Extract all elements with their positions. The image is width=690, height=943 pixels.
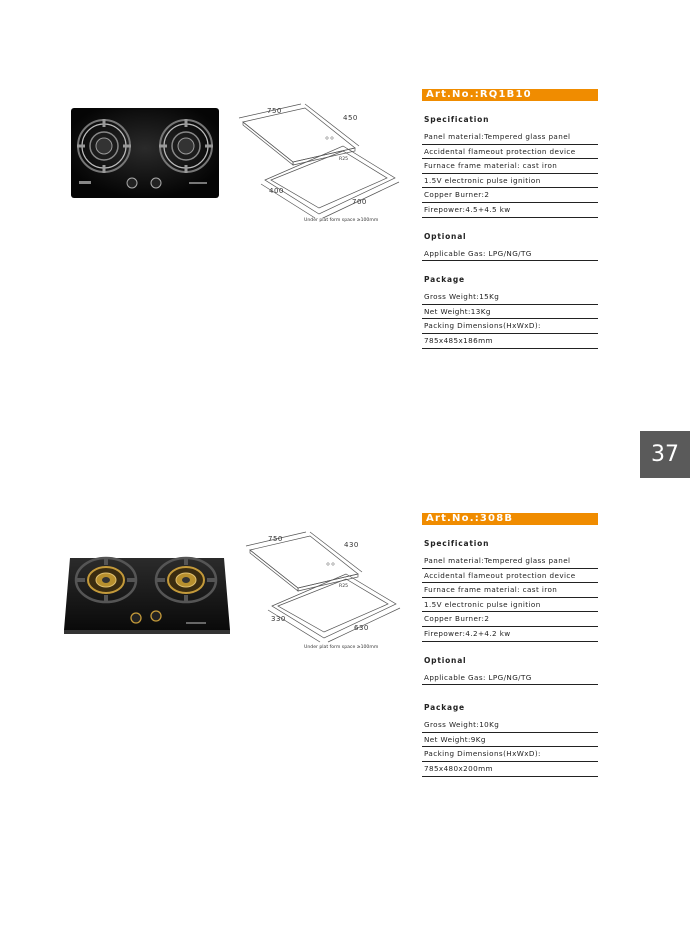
spec-row: 1.5V electronic pulse ignition	[422, 174, 598, 189]
dim-cut-width: 700	[352, 198, 367, 206]
package-row: Gross Weight:10Kg	[422, 718, 598, 733]
specification-heading: Specification	[424, 539, 490, 548]
spec-row: Furnace frame material: cast iron	[422, 159, 598, 174]
dim-top-width: 750	[268, 535, 283, 543]
page-number-tab: 37	[640, 431, 690, 478]
spec-row: Furnace frame material: cast iron	[422, 583, 598, 598]
dim-radius: R25	[339, 584, 349, 589]
optional-row: Applicable Gas: LPG/NG/TG	[422, 671, 598, 686]
package-row: Packing Dimensions(HxWxD):	[422, 319, 598, 334]
package-row: Gross Weight:15Kg	[422, 290, 598, 305]
dim-note: Under plat form space ≥100mm	[304, 218, 379, 223]
dim-cut-depth: 400	[269, 187, 284, 195]
package-row: 785x480x200mm	[422, 762, 598, 777]
spec-row: Firepower:4.5+4.5 kw	[422, 203, 598, 218]
art-number: Art.No.:RQ1B10	[422, 89, 598, 101]
dim-top-depth: 450	[343, 114, 358, 122]
spec-panel-rq1b10	[422, 89, 598, 349]
specification-heading: Specification	[424, 115, 490, 124]
package-heading: Package	[424, 275, 465, 285]
optional-row: Applicable Gas: LPG/NG/TG	[422, 247, 598, 262]
spec-row: Panel material:Tempered glass panel	[422, 554, 598, 569]
dim-top-width: 750	[267, 107, 282, 115]
spec-row: Accidental flameout protection device	[422, 145, 598, 160]
dim-radius: R25	[339, 157, 349, 162]
package-row: Net Weight:13Kg	[422, 305, 598, 320]
dim-note: Under plat form space ≥100mm	[304, 645, 379, 650]
package-row: Net Weight:9Kg	[422, 733, 598, 748]
optional-heading: Optional	[424, 231, 467, 241]
spec-row: Copper Burner:2	[422, 188, 598, 203]
dimension-drawing-308b	[244, 526, 414, 652]
art-number: Art.No.:308B	[422, 513, 598, 525]
spec-row: 1.5V electronic pulse ignition	[422, 598, 598, 613]
dim-cut-width: 630	[354, 624, 369, 632]
dim-top-depth: 430	[344, 541, 359, 549]
spec-row: Panel material:Tempered glass panel	[422, 130, 598, 145]
dimension-drawing-rq1b10	[235, 98, 410, 226]
spec-row: Firepower:4.2+4.2 kw	[422, 627, 598, 642]
hob-photo-rq1b10	[71, 108, 219, 198]
package-heading: Package	[424, 703, 465, 713]
hob-photo-308b	[64, 546, 230, 634]
optional-heading: Optional	[424, 655, 467, 665]
package-row: Packing Dimensions(HxWxD):	[422, 747, 598, 762]
spec-panel-308b	[422, 513, 598, 777]
spec-row: Copper Burner:2	[422, 612, 598, 627]
dim-cut-depth: 330	[271, 615, 286, 623]
package-row: 785x485x186mm	[422, 334, 598, 349]
spec-row: Accidental flameout protection device	[422, 569, 598, 584]
